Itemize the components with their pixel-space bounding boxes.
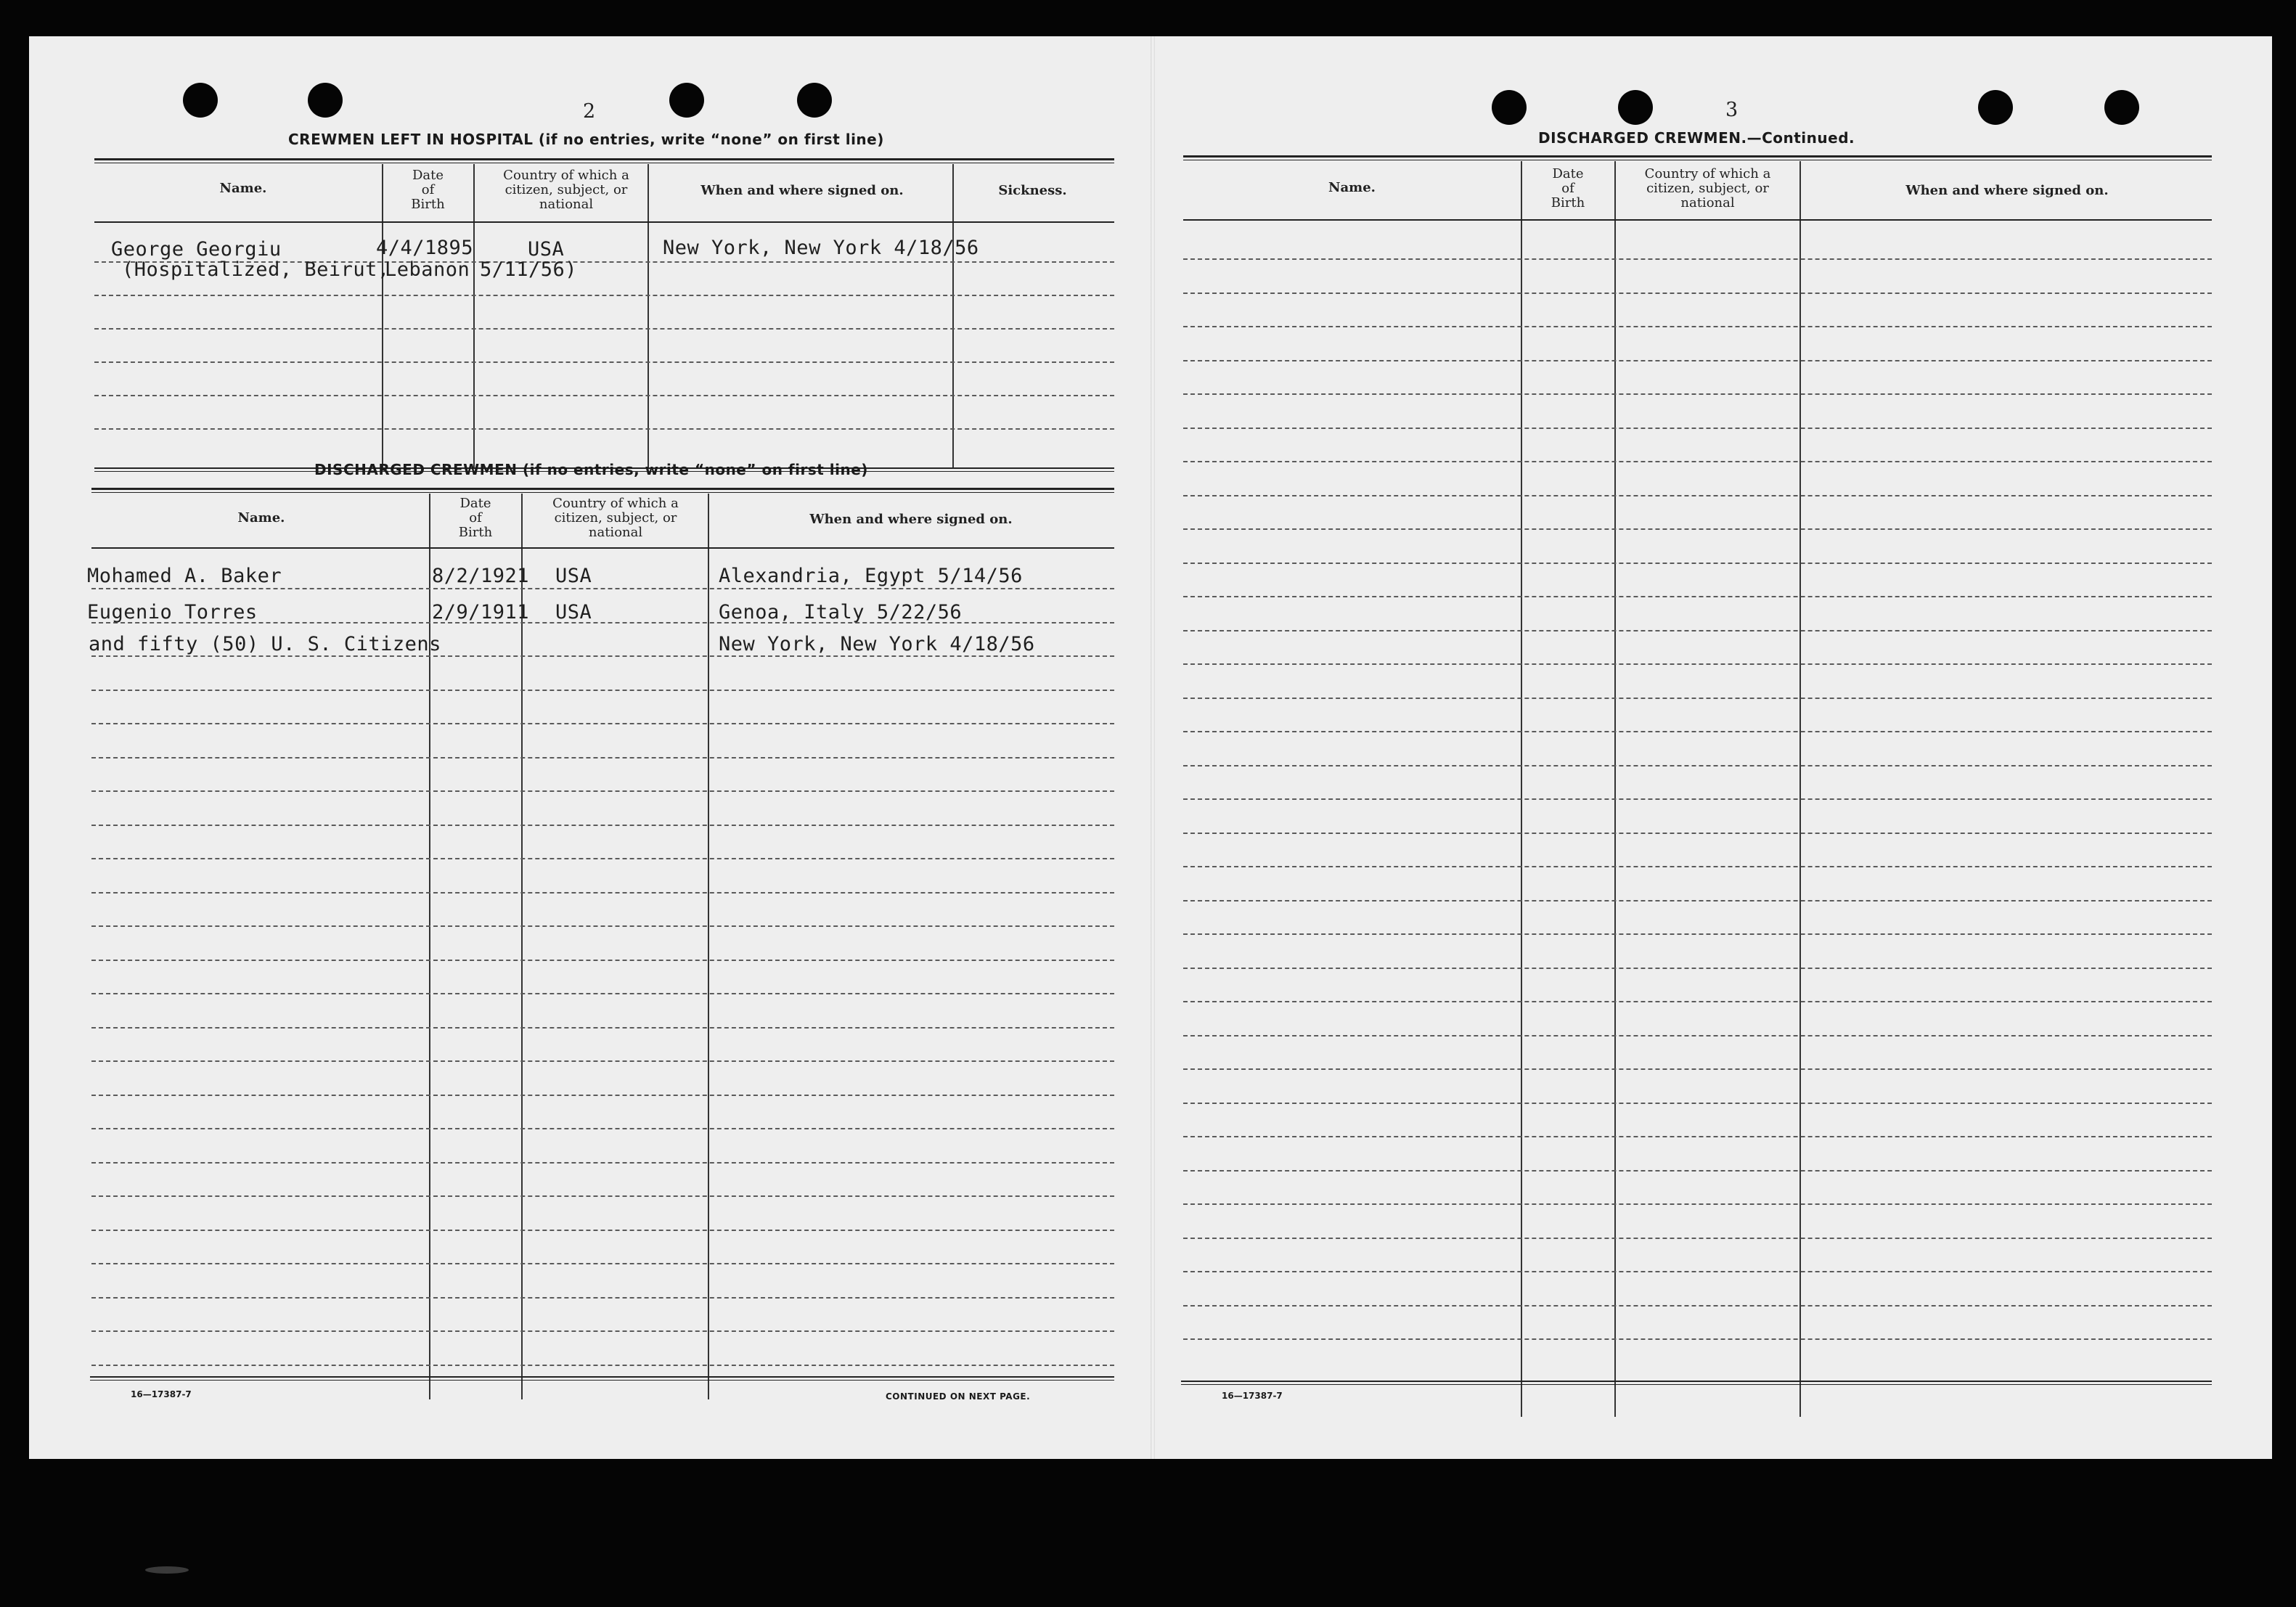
hospital-entry-date: 5/11/56)	[480, 258, 578, 281]
entry-line	[1183, 461, 2212, 462]
discharged-row-1-signed: Alexandria, Egypt 5/14/56	[719, 565, 1023, 587]
entry-line	[91, 1230, 1114, 1231]
entry-line	[1183, 663, 2212, 665]
entry-line	[91, 690, 1114, 691]
hospital-section-title: CREWMEN LEFT IN HOSPITAL (if no entries, write “none” on first line)	[288, 131, 884, 148]
entry-line	[1183, 933, 2212, 935]
entry-line	[1183, 1238, 2212, 1239]
column-divider	[382, 164, 383, 469]
col-header-dob: Date of Birth	[411, 168, 445, 212]
entry-line	[91, 1263, 1114, 1264]
entry-line	[1183, 1001, 2212, 1002]
entry-line	[1183, 866, 2212, 867]
col-header-sickness: Sickness.	[998, 183, 1067, 198]
entry-line	[91, 757, 1114, 758]
entry-line	[91, 960, 1114, 961]
discharged-section-title: DISCHARGED CREWMEN (if no entries, write “none” on first line)	[314, 461, 868, 478]
entry-line	[91, 993, 1114, 994]
column-divider	[473, 164, 475, 469]
column-divider	[1799, 161, 1801, 1417]
continued-note: CONTINUED ON NEXT PAGE.	[886, 1391, 1031, 1402]
punch-hole	[1492, 90, 1527, 125]
hospital-entry-name: George Georgiu	[111, 238, 282, 261]
entry-line	[91, 1365, 1114, 1366]
header-underline	[1183, 219, 2212, 221]
entry-line	[1183, 1271, 2212, 1272]
entry-line	[91, 723, 1114, 724]
discharged-row-3-signed: New York, New York 4/18/56	[719, 633, 1035, 655]
rule	[94, 158, 1114, 160]
rule	[91, 488, 1114, 490]
entry-line	[1183, 731, 2212, 732]
entry-line	[91, 1027, 1114, 1029]
entry-line	[91, 1060, 1114, 1062]
entry-line	[94, 295, 1114, 296]
hospital-entry-note: (Hospitalized, Beirut,	[122, 258, 390, 281]
entry-line	[94, 395, 1114, 396]
col-header-name: Name.	[219, 181, 267, 196]
rule	[1181, 1384, 2212, 1385]
entry-line	[1183, 563, 2212, 564]
page-3	[1151, 36, 2272, 1459]
entry-line	[91, 858, 1114, 859]
entry-line	[91, 1128, 1114, 1129]
col-header-country: Country of which a citizen, subject, or national	[552, 496, 679, 540]
entry-line	[1183, 360, 2212, 361]
entry-line	[94, 328, 1114, 330]
col-header-name: Name.	[1328, 180, 1376, 195]
entry-line	[94, 361, 1114, 363]
entry-line	[1183, 428, 2212, 429]
entry-line	[1183, 765, 2212, 766]
col-header-country: Country of which a citizen, subject, or national	[1644, 166, 1771, 210]
right-section-title: DISCHARGED CREWMEN.—Continued.	[1538, 129, 1855, 147]
hospital-entry-dob: 4/4/1895	[376, 237, 474, 259]
hospital-entry-place: Lebanon	[385, 258, 470, 281]
col-header-name: Name.	[237, 510, 285, 526]
entry-line	[91, 825, 1114, 826]
hospital-entry-country: USA	[528, 238, 565, 261]
punch-hole	[2104, 90, 2139, 125]
entry-line	[91, 892, 1114, 894]
entry-line	[91, 925, 1114, 927]
discharged-row-2-dob: 2/9/1911	[432, 601, 530, 623]
header-underline	[94, 221, 1114, 223]
rule	[91, 492, 1114, 493]
col-header-signed: When and where signed on.	[1905, 183, 2109, 198]
discharged-row-1-dob: 8/2/1921	[432, 565, 530, 587]
punch-hole	[308, 83, 343, 118]
punch-hole	[1978, 90, 2013, 125]
discharged-row-2-country: USA	[555, 601, 592, 623]
rule	[90, 1380, 1114, 1381]
entry-line	[1183, 833, 2212, 834]
discharged-row-1-name: Mohamed A. Baker	[87, 565, 282, 587]
scanned-document	[29, 36, 2272, 1459]
entry-line	[1183, 1068, 2212, 1070]
punch-hole	[797, 83, 832, 118]
entry-line	[1183, 258, 2212, 260]
column-divider	[1614, 161, 1616, 1417]
rule	[1181, 1381, 2212, 1382]
entry-line	[1183, 528, 2212, 530]
entry-line	[1183, 798, 2212, 800]
entry-line	[1183, 293, 2212, 294]
page-number: 3	[1725, 99, 1739, 121]
entry-line	[91, 1195, 1114, 1197]
col-header-dob: Date of Birth	[1551, 166, 1585, 210]
punch-hole	[1618, 90, 1653, 125]
column-divider	[1521, 161, 1522, 1417]
col-header-signed: When and where signed on.	[809, 512, 1013, 527]
entry-line	[91, 790, 1114, 792]
entry-line	[1183, 596, 2212, 597]
entry-line	[1183, 968, 2212, 969]
entry-line	[1183, 326, 2212, 327]
col-header-country: Country of which a citizen, subject, or national	[503, 168, 629, 212]
rule	[1183, 155, 2212, 158]
entry-line	[1183, 1203, 2212, 1205]
entry-line	[1183, 698, 2212, 699]
punch-hole	[669, 83, 704, 118]
entry-line	[91, 1095, 1114, 1096]
discharged-row-3-name: and fifty (50) U. S. Citizens	[89, 633, 441, 655]
discharged-row-2-signed: Genoa, Italy 5/22/56	[719, 601, 963, 623]
discharged-row-2-name: Eugenio Torres	[87, 601, 258, 623]
form-number: 16—17387-7	[131, 1389, 192, 1399]
column-divider	[647, 164, 649, 469]
entry-line	[1183, 630, 2212, 631]
col-header-dob: Date of Birth	[458, 496, 493, 540]
entry-line	[94, 428, 1114, 430]
page-number: 2	[583, 100, 596, 123]
header-underline	[91, 547, 1114, 549]
column-divider	[952, 164, 954, 469]
hospital-entry-signed: New York, New York 4/18/56	[663, 237, 979, 259]
entry-line	[1183, 1338, 2212, 1340]
entry-line	[91, 588, 1114, 589]
entry-line	[91, 655, 1114, 657]
entry-line	[91, 1162, 1114, 1164]
entry-line	[91, 1330, 1114, 1332]
entry-line	[1183, 1103, 2212, 1104]
entry-line	[1183, 900, 2212, 901]
entry-line	[1183, 495, 2212, 496]
rule	[90, 1376, 1114, 1378]
discharged-row-1-country: USA	[555, 565, 592, 587]
entry-line	[91, 1297, 1114, 1299]
entry-line	[1183, 1035, 2212, 1036]
form-number: 16—17387-7	[1222, 1391, 1283, 1401]
entry-line	[1183, 1305, 2212, 1307]
page-2	[29, 36, 1151, 1459]
entry-line	[1183, 1170, 2212, 1171]
entry-line	[1183, 1136, 2212, 1137]
punch-hole	[183, 83, 218, 118]
scan-smudge	[145, 1566, 189, 1574]
entry-line	[1183, 393, 2212, 395]
col-header-signed: When and where signed on.	[700, 183, 904, 198]
